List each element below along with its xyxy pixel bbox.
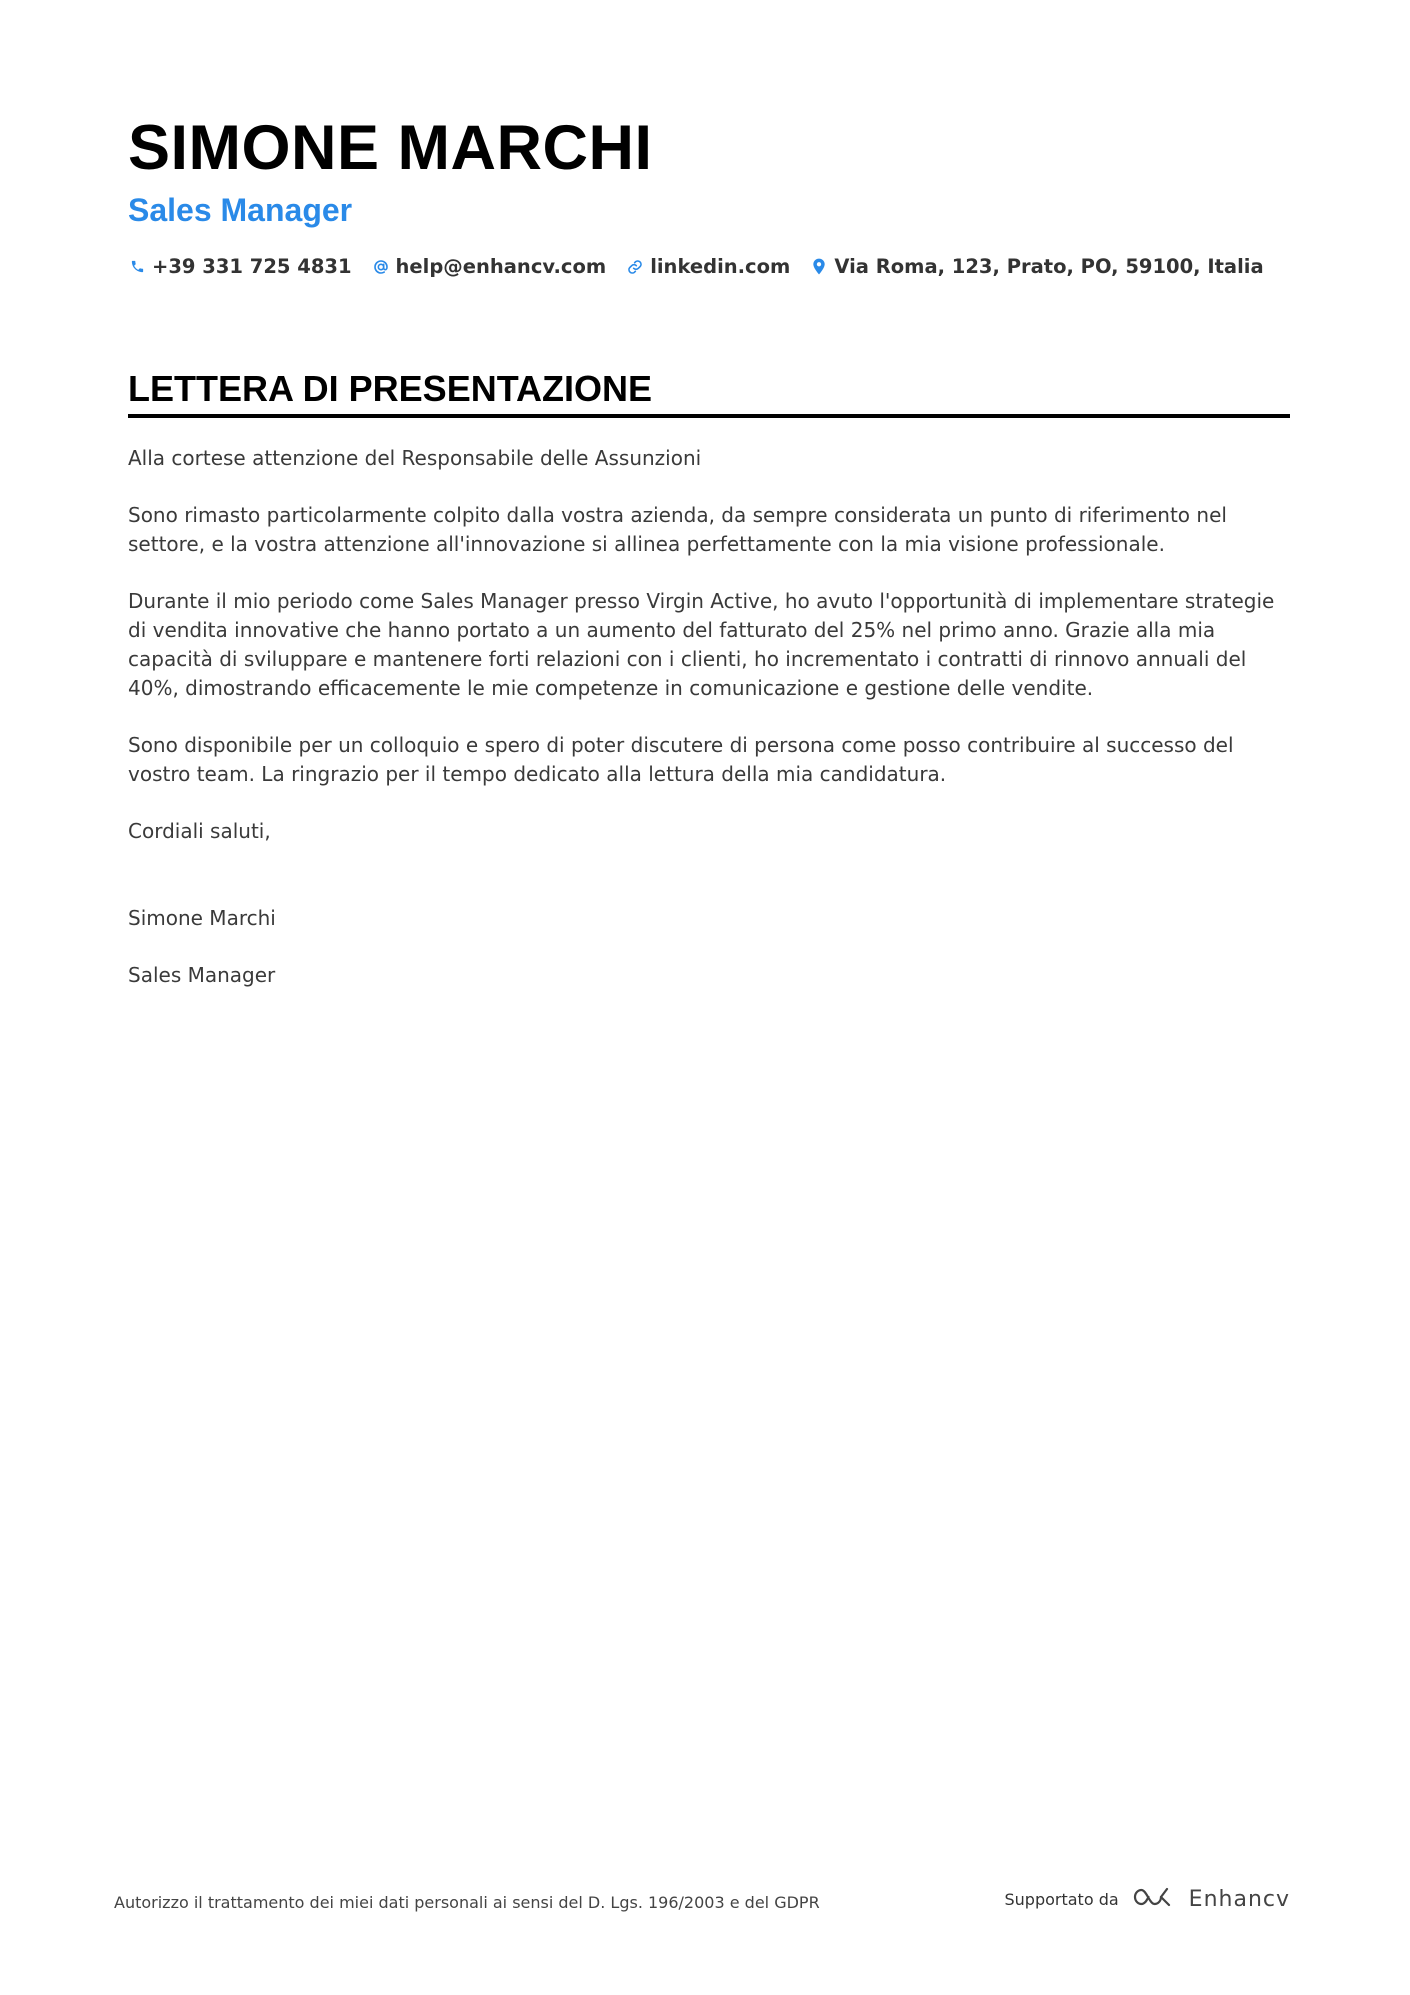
enhancv-logo-icon: [1131, 1885, 1177, 1913]
linkedin-text: linkedin.com: [650, 255, 791, 278]
letter-salutation: Alla cortese attenzione del Responsabile delle Assunzioni: [128, 446, 702, 470]
contact-phone[interactable]: [128, 255, 352, 278]
email-text: help@enhancv.com: [395, 255, 607, 278]
consent-footer: Autorizzo il trattamento dei miei dati personali ai sensi del D. Lgs. 196/2003 e del GDPR: [114, 1893, 820, 1912]
link-icon: [626, 257, 644, 277]
address-text: Via Roma, 123, Prato, PO, 59100, Italia: [834, 255, 1264, 278]
contact-address: [810, 255, 1263, 278]
location-pin-icon: [810, 257, 828, 277]
section-divider: [128, 414, 1290, 418]
powered-by[interactable]: [1005, 1885, 1291, 1913]
contact-email[interactable]: [372, 255, 607, 278]
letter-paragraph: Durante il mio periodo come Sales Manager presso Virgin Active, ho avuto l'opportunità di implementare strategie di vendita innovative che hanno portato a un aumento del fatturato del 25% nel primo anno. Grazie alla mia capacità di sviluppare e mantenere forti relazioni con i clienti, ho incrementato i contratti di rinnovo annuali del 40%, dimostrando efficacemente le mie competenze in comunicazione e gestione delle vendite.: [128, 589, 1275, 700]
candidate-job-title: Sales Manager: [128, 192, 353, 228]
contact-linkedin[interactable]: [626, 255, 790, 278]
section-title: LETTERA DI PRESENTAZIONE: [128, 368, 653, 409]
at-icon: [372, 257, 390, 277]
header: [128, 110, 1288, 278]
letter-closing: Cordiali saluti,: [128, 819, 271, 843]
brand-name: Enhancv: [1188, 1886, 1290, 1912]
letter-paragraph: Sono disponibile per un colloquio e spero di poter discutere di persona come posso contribuire al successo del vostro team. La ringrazio per il tempo dedicato alla lettura della mia candidatura.: [128, 733, 1234, 786]
phone-icon: [128, 257, 146, 277]
cover-letter-section: [128, 366, 1290, 1018]
signature-name: Simone Marchi: [128, 906, 276, 930]
brand: [1131, 1885, 1290, 1913]
contact-bar: [128, 255, 1288, 278]
powered-by-label: Supportato da: [1004, 1889, 1119, 1909]
candidate-name: SIMONE MARCHI: [128, 113, 653, 183]
signature-title: Sales Manager: [128, 963, 276, 987]
letter-body: [128, 444, 1290, 990]
letter-paragraph: Sono rimasto particolarmente colpito dalla vostra azienda, da sempre considerata un punto di riferimento nel settore, e la vostra attenzione all'innovazione si allinea perfettamente con la mia visione professionale.: [128, 503, 1227, 556]
phone-text: +39 331 725 4831: [152, 255, 352, 278]
